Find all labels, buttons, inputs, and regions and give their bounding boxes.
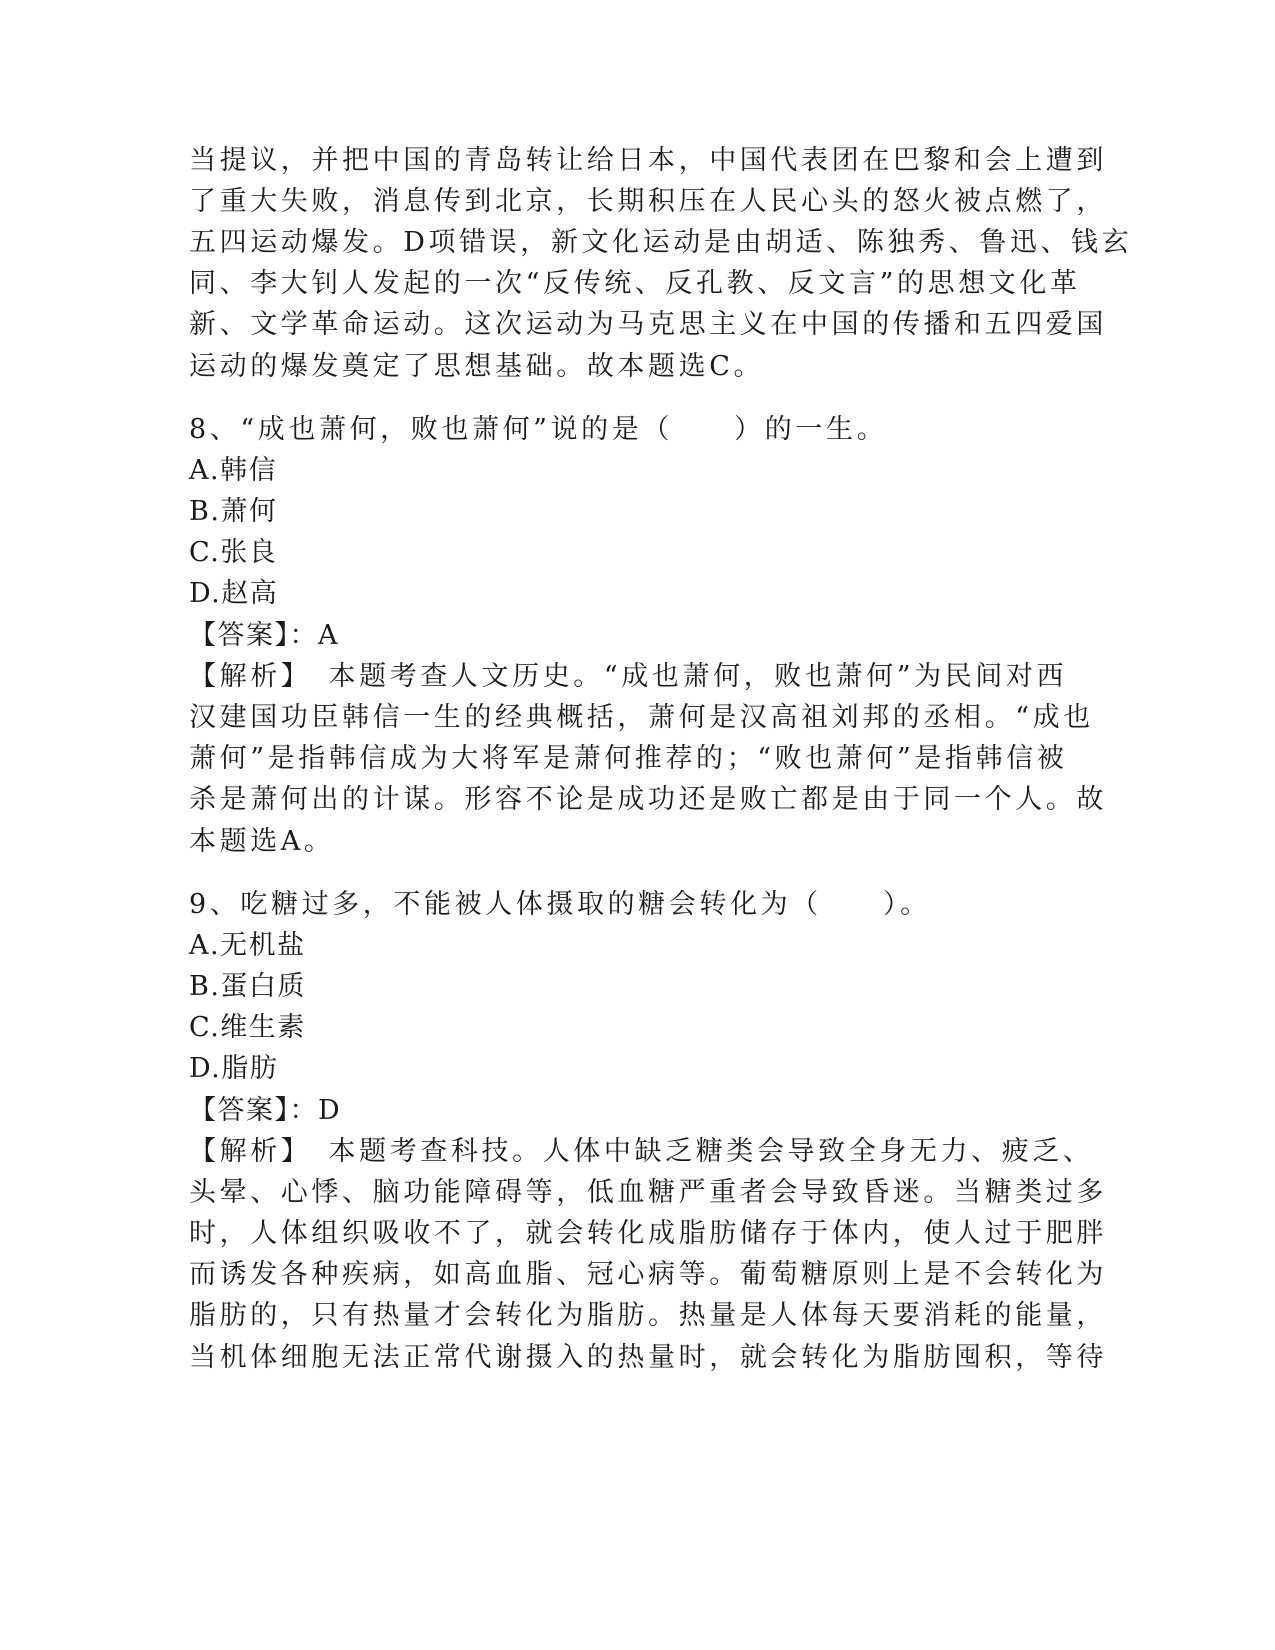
q9-option-c: C.维生素 <box>189 1012 306 1043</box>
q8-analysis-line: 萧何”是指韩信成为大将军是萧何推荐的；“败也萧何”是指韩信被 <box>189 743 1068 774</box>
text-line: 运动的爆发奠定了思想基础。故本题选C。 <box>189 351 765 382</box>
q8-answer: 【答案】：A <box>189 620 339 651</box>
q8-analysis-line: 汉建国功臣韩信一生的经典概括，萧何是汉高祖刘邦的丞相。“成也 <box>189 702 1094 733</box>
q8-analysis-line: 本题选A。 <box>189 826 335 857</box>
q9-analysis-line: 时，人体组织吸收不了，就会转化成脂肪储存于体内，使人过于肥胖 <box>189 1218 1107 1249</box>
q8-option-c: C.张良 <box>189 537 278 568</box>
q9-option-d: D.脂肪 <box>189 1053 279 1084</box>
question-8-title: 8、“成也萧何，败也萧何”说的是（ ）的一生。 <box>189 414 888 445</box>
q9-analysis-line: 而诱发各种疾病，如高血脂、冠心病等。葡萄糖原则上是不会转化为 <box>189 1259 1107 1290</box>
q9-analysis-line: 头晕、心悸、脑功能障碍等，低血糖严重者会导致昏迷。当糖类过多 <box>189 1177 1107 1208</box>
q8-analysis-line: 杀是萧何出的计谋。形容不论是成功还是败亡都是由于同一个人。故 <box>189 784 1107 815</box>
q8-option-d: D.赵高 <box>189 578 279 609</box>
question-9-title: 9、吃糖过多，不能被人体摄取的糖会转化为（ ）。 <box>189 889 931 920</box>
text-line: 同、李大钊人发起的一次“反传统、反孔教、反文言”的思想文化革 <box>189 268 1081 299</box>
text-line: 当提议，并把中国的青岛转让给日本，中国代表团在巴黎和会上遭到 <box>189 145 1107 176</box>
q9-answer: 【答案】：D <box>189 1095 342 1126</box>
text-line: 了重大失败，消息传到北京，长期积压在人民心头的怒火被点燃了， <box>189 186 1107 217</box>
q8-option-b: B.萧何 <box>189 496 278 527</box>
q8-option-a: A.韩信 <box>189 455 278 486</box>
q9-analysis-line: 【解析】 本题考查科技。人体中缺乏糖类会导致全身无力、疲乏、 <box>189 1136 1094 1167</box>
text-line: 五四运动爆发。D项错误，新文化运动是由胡适、陈独秀、鲁迅、钱玄 <box>189 227 1133 258</box>
q9-option-b: B.蛋白质 <box>189 971 306 1002</box>
text-line: 新、文学革命运动。这次运动为马克思主义在中国的传播和五四爱国 <box>189 309 1107 340</box>
q9-analysis-line: 脂肪的，只有热量才会转化为脂肪。热量是人体每天要消耗的能量， <box>189 1300 1107 1331</box>
q9-analysis-line: 当机体细胞无法正常代谢摄入的热量时，就会转化为脂肪囤积，等待 <box>189 1342 1107 1373</box>
q9-option-a: A.无机盐 <box>189 930 306 961</box>
q8-analysis-line: 【解析】 本题考查人文历史。“成也萧何，败也萧何”为民间对西 <box>189 661 1068 692</box>
